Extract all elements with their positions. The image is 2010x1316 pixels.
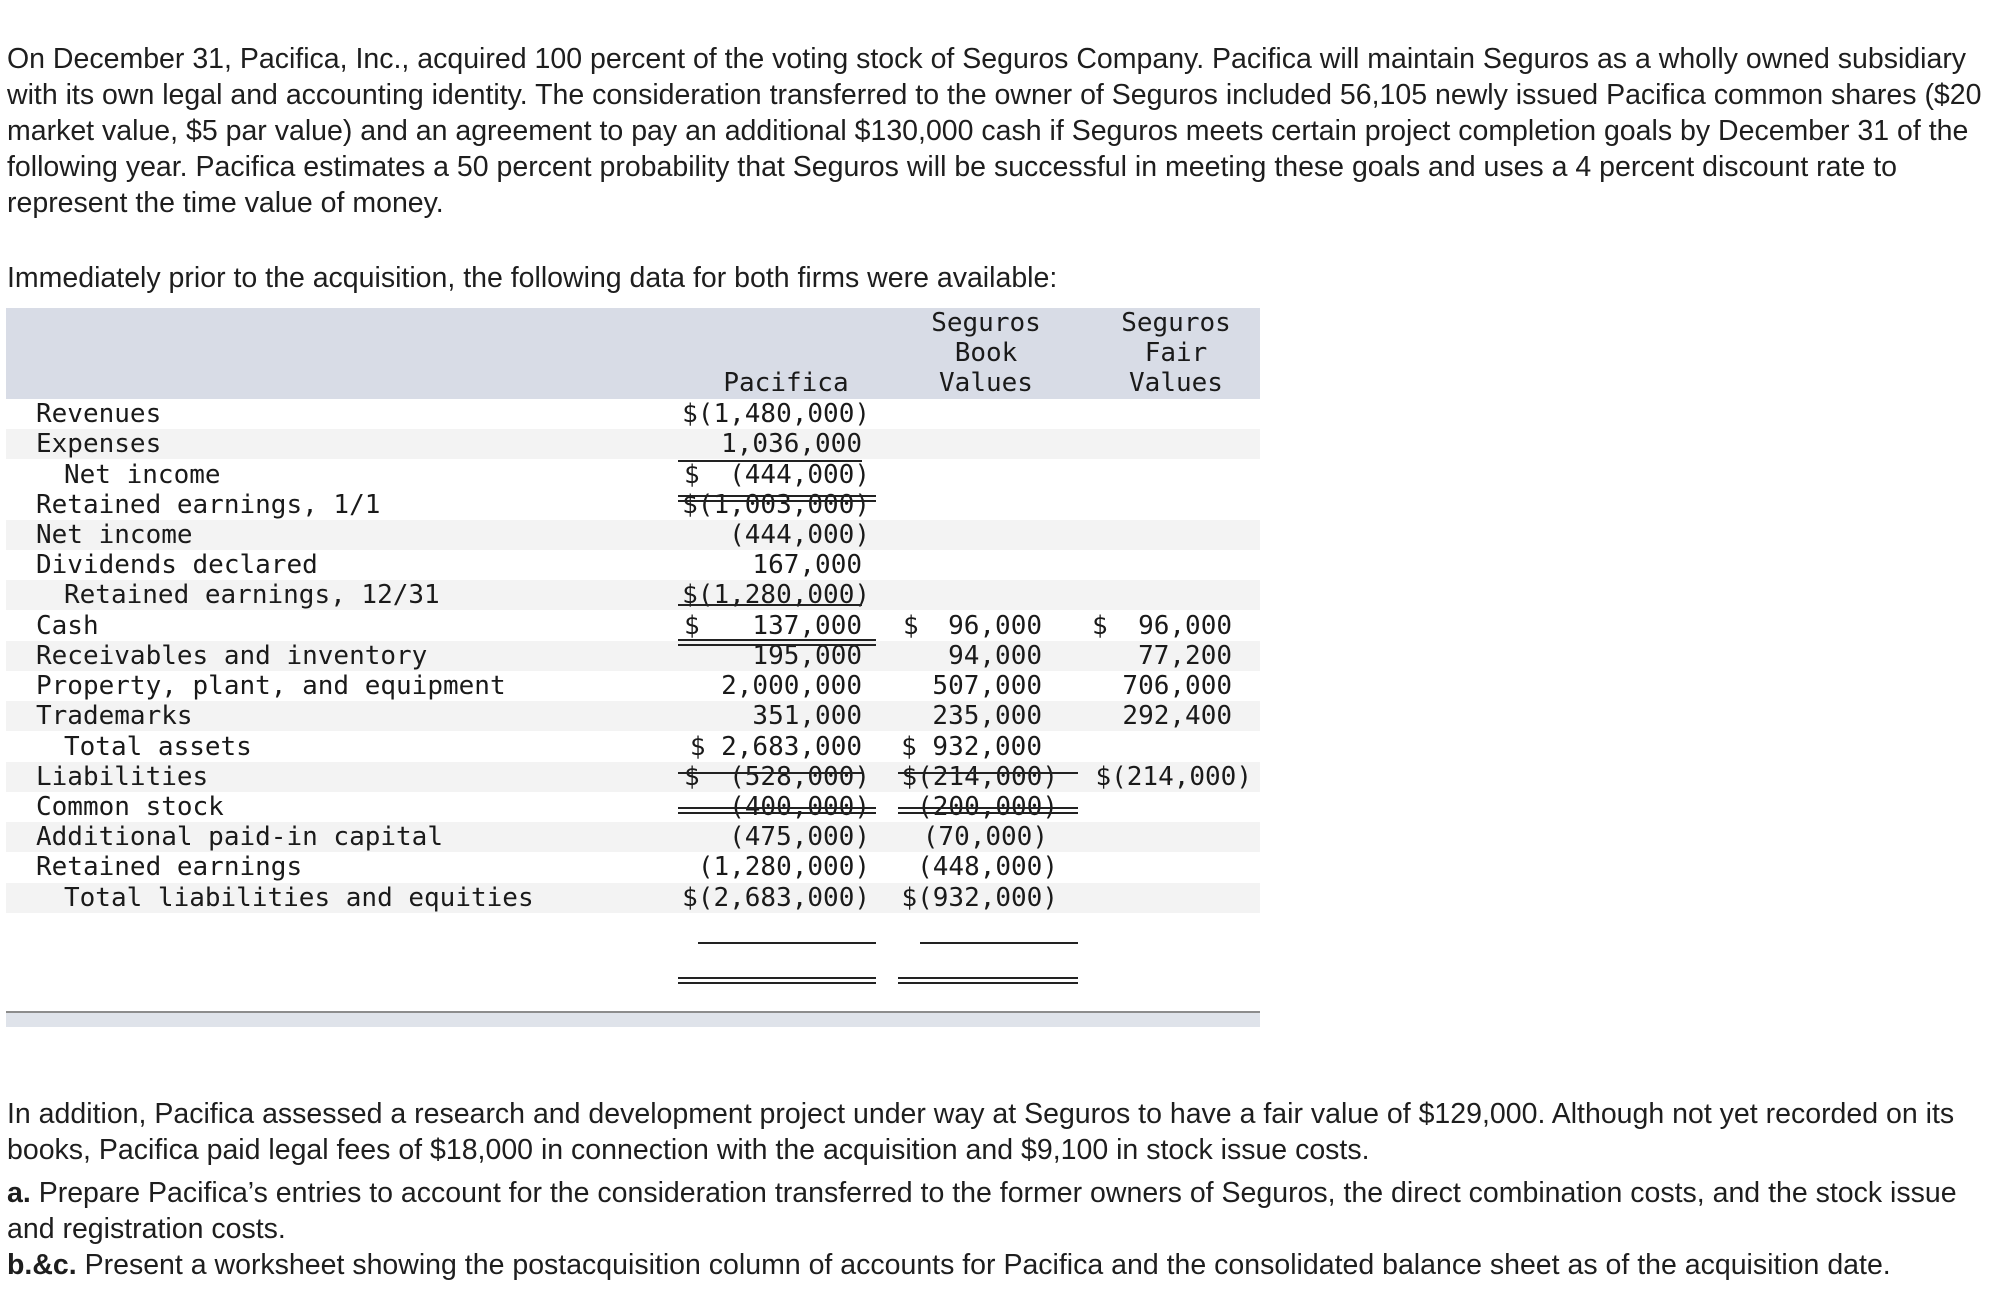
seguros-fair-value: 96,000 [1138, 611, 1232, 641]
dollar-sign: $ [1092, 611, 1108, 641]
question-bc-text: Present a worksheet showing the postacquisition column of accounts for Pacifica and the consolidated balance sheet as of the acquisition date. [76, 1249, 1891, 1281]
pacifica-value: 195,000 [752, 641, 862, 671]
rule-trademarks-book [898, 772, 1078, 774]
header-seguros-fair: Seguros Fair Values [1121, 308, 1231, 398]
row-label: Total assets [64, 732, 252, 762]
rule-total-le-book [898, 977, 1078, 984]
question-a-label: a. [7, 1177, 31, 1209]
dollar-sign: $ [684, 611, 700, 641]
row-label: Expenses [36, 429, 162, 459]
seguros-fair-value: 77,200 [1138, 641, 1232, 671]
financial-data-table [6, 308, 1260, 1025]
pacifica-value: (528,000) [729, 762, 870, 792]
seguros-book-value: (200,000) [917, 792, 1058, 822]
rule-re-book [920, 942, 1078, 944]
header-pacifica: Pacifica [723, 368, 849, 398]
row-label: Retained earnings, 12/31 [64, 580, 440, 610]
seguros-book-value: (70,000) [922, 822, 1048, 852]
data-intro: Immediately prior to the acquisition, the following data for both firms were available: [7, 261, 1058, 294]
pacifica-value: (444,000) [729, 460, 870, 490]
row-label: Liabilities [36, 762, 209, 792]
seguros-fair-value: 292,400 [1122, 701, 1232, 731]
rule-retained-1231 [678, 639, 876, 646]
pacifica-value: $(1,003,000) [682, 490, 870, 520]
row-label: Dividends declared [36, 550, 318, 580]
question-bc [7, 1247, 1997, 1283]
pacifica-value: $(1,280,000) [682, 580, 870, 610]
seguros-fair-value: 706,000 [1122, 671, 1232, 701]
pacifica-value: (1,280,000) [697, 852, 870, 882]
pacifica-value: 351,000 [752, 701, 862, 731]
pacifica-value: (444,000) [729, 520, 870, 550]
rule-total-le-pacifica [678, 977, 876, 984]
row-label: Cash [36, 611, 99, 641]
row-label: Receivables and inventory [36, 641, 428, 671]
row-label: Total liabilities and equities [64, 883, 534, 913]
seguros-book-value: 94,000 [948, 641, 1042, 671]
header-seguros-book: Seguros Book Values [931, 308, 1041, 398]
seguros-book-value: 235,000 [932, 701, 1042, 731]
seguros-book-value: 96,000 [948, 611, 1042, 641]
pacifica-value: $ 2,683,000 [689, 732, 862, 762]
seguros-book-value: $(932,000) [901, 883, 1058, 913]
dollar-sign: $ [684, 762, 700, 792]
row-label: Common stock [36, 792, 224, 822]
additional-info: In addition, Pacifica assessed a research and development project under way at Seguros to have a fair value of $129,000. Although not yet recorded on its books, Pacifica paid legal fees of $18,000 in connection with the acquisition and $9,100 in stock issue costs. [7, 1097, 1955, 1166]
pacifica-value: $(2,683,000) [682, 883, 870, 913]
pacifica-value: 167,000 [752, 550, 862, 580]
row-label: Trademarks [36, 701, 193, 731]
row-label: Net income [36, 520, 193, 550]
pacifica-value: 1,036,000 [721, 429, 862, 459]
pacifica-value: 137,000 [752, 611, 862, 641]
row-label: Retained earnings, 1/1 [36, 490, 381, 520]
dollar-sign: $ [684, 460, 700, 490]
question-bc-label: b.&c. [7, 1249, 77, 1281]
rule-re-pacifica [698, 942, 876, 944]
rule-expenses [678, 460, 862, 462]
questions [7, 1175, 1997, 1283]
seguros-fair-value: $(214,000) [1095, 762, 1252, 792]
seguros-book-value: $ 932,000 [901, 732, 1042, 762]
rule-net-income [678, 495, 876, 502]
question-a-text: Prepare Pacifica’s entries to account for the consideration transferred to the former owners of Seguros, the direct combination costs, and the stock issue and registration costs. [7, 1177, 1957, 1245]
pacifica-value: (400,000) [729, 792, 870, 822]
rule-dividends [678, 604, 862, 606]
row-label: Retained earnings [36, 852, 303, 882]
problem-intro: On December 31, Pacifica, Inc., acquired 100 percent of the voting stock of Seguros Company. Pacifica will maintain Seguros as a wholly owned subsidiary with its own legal and accounting identity. The consideration transferred to the owner of Seguros included 56,105 newly issued Pacifica common shares ($20 market value, $5 par value) and an agreement to pay an additional $130,000 cash if Seguros meets certain project completion goals by December 31 of the following year. Pacifica estimates a 50 percent probability that Seguros will be successful in meeting these goals and uses a 4 percent discount rate to represent the time value of money. [7, 42, 1982, 219]
rule-total-assets-pacifica [678, 807, 876, 814]
row-label: Additional paid-in capital [36, 822, 443, 852]
row-label: Net income [64, 460, 221, 490]
seguros-book-value: (448,000) [917, 852, 1058, 882]
seguros-book-value: $(214,000) [901, 762, 1058, 792]
table-footer-bar [6, 1011, 1260, 1027]
seguros-book-value: 507,000 [932, 671, 1042, 701]
pacifica-value: (475,000) [729, 822, 870, 852]
row-label: Property, plant, and equipment [36, 671, 506, 701]
pacifica-value: $(1,480,000) [682, 399, 870, 429]
row-label: Revenues [36, 399, 162, 429]
rule-trademarks-pacifica [678, 772, 862, 774]
question-a [7, 1175, 1997, 1247]
dollar-sign: $ [903, 611, 919, 641]
rule-total-assets-book [898, 807, 1078, 814]
pacifica-value: 2,000,000 [721, 671, 862, 701]
